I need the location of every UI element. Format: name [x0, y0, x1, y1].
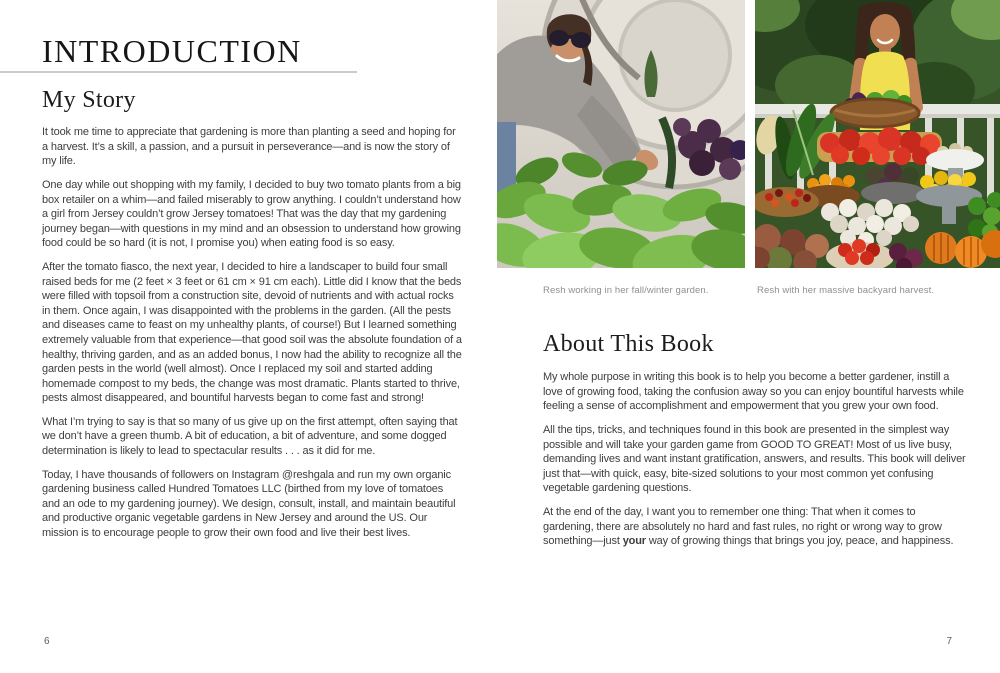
photo-caption-right: Resh with her massive backyard harvest. [757, 285, 935, 296]
paragraph: One day while out shopping with my family, I decided to buy two tomato plants from a big box retailer on a whim—and failed miserably to grow anything. I couldn’t understand how a girl from Jersey couldn’t grow Jersey tomatoes! That was the day that my gardening journey began—with questions in my mind and an obsession to understand how growing food could be so hard (it is not, I promise you) when eating food is so easy. [42, 178, 461, 250]
my-story-heading: My Story [42, 87, 136, 113]
left-page-column [42, 35, 462, 541]
chapter-title: INTRODUCTION [42, 33, 302, 69]
my-story-text [42, 125, 462, 540]
paragraph: All the tips, tricks, and techniques found in this book are presented in the simplest way possible and will take your garden game from GOOD TO GREAT! Most of us live busy, demanding lives and want instant gratification, answers, and results. This book will deliver just that—with quick, easy, bite-sized solutions to your most common yet confusing vegetable gardening questions. [543, 423, 966, 495]
backyard-harvest-illustration [755, 0, 1000, 268]
emphasized-word: your [622, 535, 646, 548]
fall-winter-garden-illustration [497, 0, 745, 268]
paragraph: After the tomato fiasco, the next year, I decided to hire a landscaper to build four small raised beds for me (2 feet × 3 feet or 61 cm × 91 cm each). Little did I know that the beds were filled with topsoil from a construction site, devoid of nutrients and with actual rocks in them. Once again, I was disappointed with the problems in the garden. (All the pests and diseases came to feast on my unhealthy plants, of course!) But I learned something extremely valuable from that experience—that good soil was the absolute foundation of a healthy, thriving garden, and as an added bonus, I now had the ability to recognize all the garden pests in the world (well almost). Once I replaced my soil and started adding homemade compost to my beds, the change was most dramatic. Plants started to thrive, pests almost disappeared, and bountiful harvests began to come fast and strong! [42, 260, 462, 405]
paragraph [543, 505, 967, 549]
about-this-book-text [543, 370, 967, 549]
paragraph: Today, I have thousands of followers on Instagram @reshgala and run my own organic gardening business called Hundred Tomatoes LLC (birthed from my love of tomatoes and an ode to my gardening journey). We design, consult, install, and maintain beautiful and productive organic vegetable gardens in New Jersey and around the US. Our mission is to encourage people to grow their own food and live their best lives. [42, 468, 456, 540]
paragraph: My whole purpose in writing this book is to help you become a better gardener, instill a love of growing food, taking the confusion away so you can enjoy bountiful harvests while feeling a sense of accomplishment and empowerment that you grew your own food. [543, 371, 964, 413]
fall-winter-garden-photo [497, 0, 745, 268]
about-this-book-heading: About This Book [543, 331, 714, 357]
paragraph: It took me time to appreciate that gardening is more than planting a seed and hoping for a harvest. It’s a skill, a passion, and a pursuit in perseverance—and is now the story of my life. [42, 126, 456, 168]
paragraph-text: way of growing things that brings you joy, peace, and happiness. [645, 535, 954, 548]
right-page-column [543, 332, 967, 549]
page-number-left: 6 [44, 636, 50, 647]
backyard-harvest-photo [755, 0, 1000, 268]
paragraph-text: At the end of the day, I want you to remember one thing: That when it comes to gardening, there are absolutely no hard and fast rules, no right or wrong way to grow something—just [543, 505, 942, 548]
photo-caption-left: Resh working in her fall/winter garden. [543, 285, 709, 296]
paragraph: What I’m trying to say is that so many of us give up on the first attempt, often saying that we don’t have a green thumb. A bit of education, a bit of adventure, and some dogged determination is likely to lead to spectacular results . . . as it did for me. [42, 415, 458, 458]
page-number-right: 7 [946, 636, 952, 647]
